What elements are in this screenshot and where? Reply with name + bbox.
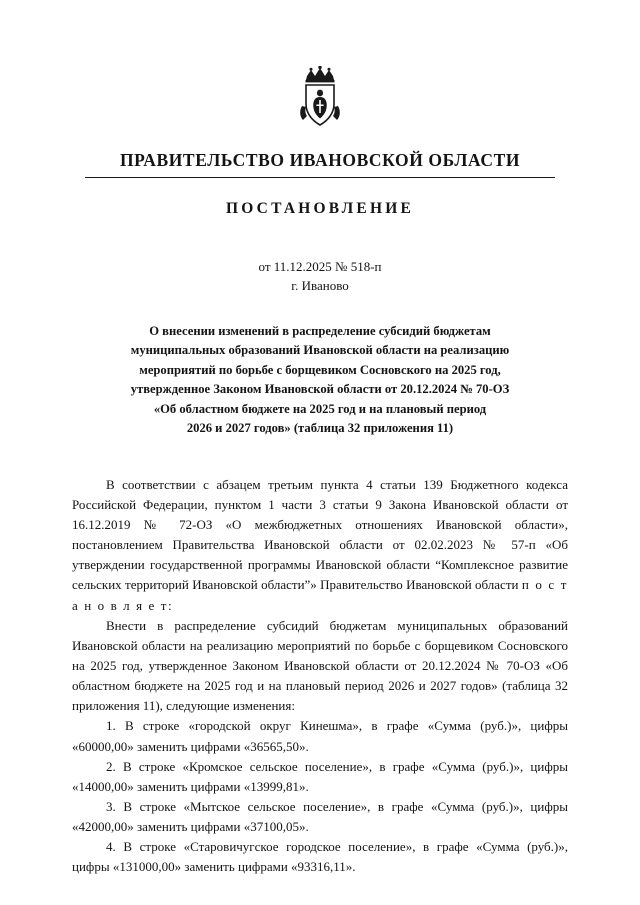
title-divider: [85, 177, 555, 178]
amendment-item: 4. В строке «Старовичугское городское поселение», в графе «Сумма (руб.)», цифры «131000,00» заменить цифрами «93316,11».: [72, 839, 568, 875]
subject-line: 2026 и 2027 годов» (таблица 32 приложения 11): [186, 421, 454, 436]
coat-of-arms-icon: [293, 66, 347, 128]
subject-line: О внесении изменений в распределение субсидий бюджетам: [149, 323, 491, 338]
page-title: ПРАВИТЕЛЬСТВО ИВАНОВСКОЙ ОБЛАСТИ: [119, 150, 521, 170]
document-subject: [86, 322, 554, 439]
emblem-container: [72, 66, 568, 128]
subject-line: утвержденное Законом Ивановской области от 20.12.2024 № 70-ОЗ: [130, 382, 510, 397]
paragraph-legal-basis: [72, 475, 568, 616]
subject-line: муниципальных образований Ивановской области на реализацию: [130, 343, 510, 358]
amendment-item: 3. В строке «Мытское сельское поселение», в графе «Сумма (руб.)», цифры «42000,00» заменить цифрами «37100,05».: [72, 799, 568, 835]
enacting-verb: п о с т а н о в л я е т:: [72, 577, 568, 613]
document-body: [72, 475, 568, 878]
document-type-heading: ПОСТАНОВЛЕНИЕ: [225, 200, 415, 217]
amendment-item: 1. В строке «городской округ Кинешма», в графе «Сумма (руб.)», цифры «60000,00» заменить цифрами «36565,50».: [72, 718, 568, 754]
paragraph-amendment-intro: Внести в распределение субсидий бюджетам муниципальных образований Ивановской области на реализацию мероприятий по борьбе с борщевиком Сосновского на 2025 год, утвержденное Законом Ивановской области от 20.12.2024 № 70-ОЗ «Об областном бюджете на 2025 год и на плановый период 2026 и 2027 годов» (таблица 32 приложения 11), следующие изменения:: [72, 617, 568, 714]
subject-line: мероприятий по борьбе с борщевиком Сосновского на 2025 год,: [139, 362, 501, 377]
document-date-number: от 11.12.2025 № 518-п: [258, 259, 382, 274]
amendment-item: 2. В строке «Кромское сельское поселение», в графе «Сумма (руб.)», цифры «14000,00» заменить цифрами «13999,81».: [72, 758, 568, 794]
subject-line: «Об областном бюджете на 2025 год и на плановый период: [153, 401, 487, 416]
legal-basis-text: В соответствии с абзацем третьим пункта 4 статьи 139 Бюджетного кодекса Российской Федерации, пунктом 1 части 3 статьи 9 Закона Ивановской области от 16.12.2019 № 72-ОЗ «О межбюджетных отношениях Ивановской области», постановлением Правительства Ивановской области от 02.02.2023 № 57-п «Об утверждении государственной программы Ивановской области “Комплексное развитие сельских территорий Ивановской области”» Правительство Ивановской области: [72, 476, 568, 593]
document-city: г. Иваново: [291, 277, 349, 293]
